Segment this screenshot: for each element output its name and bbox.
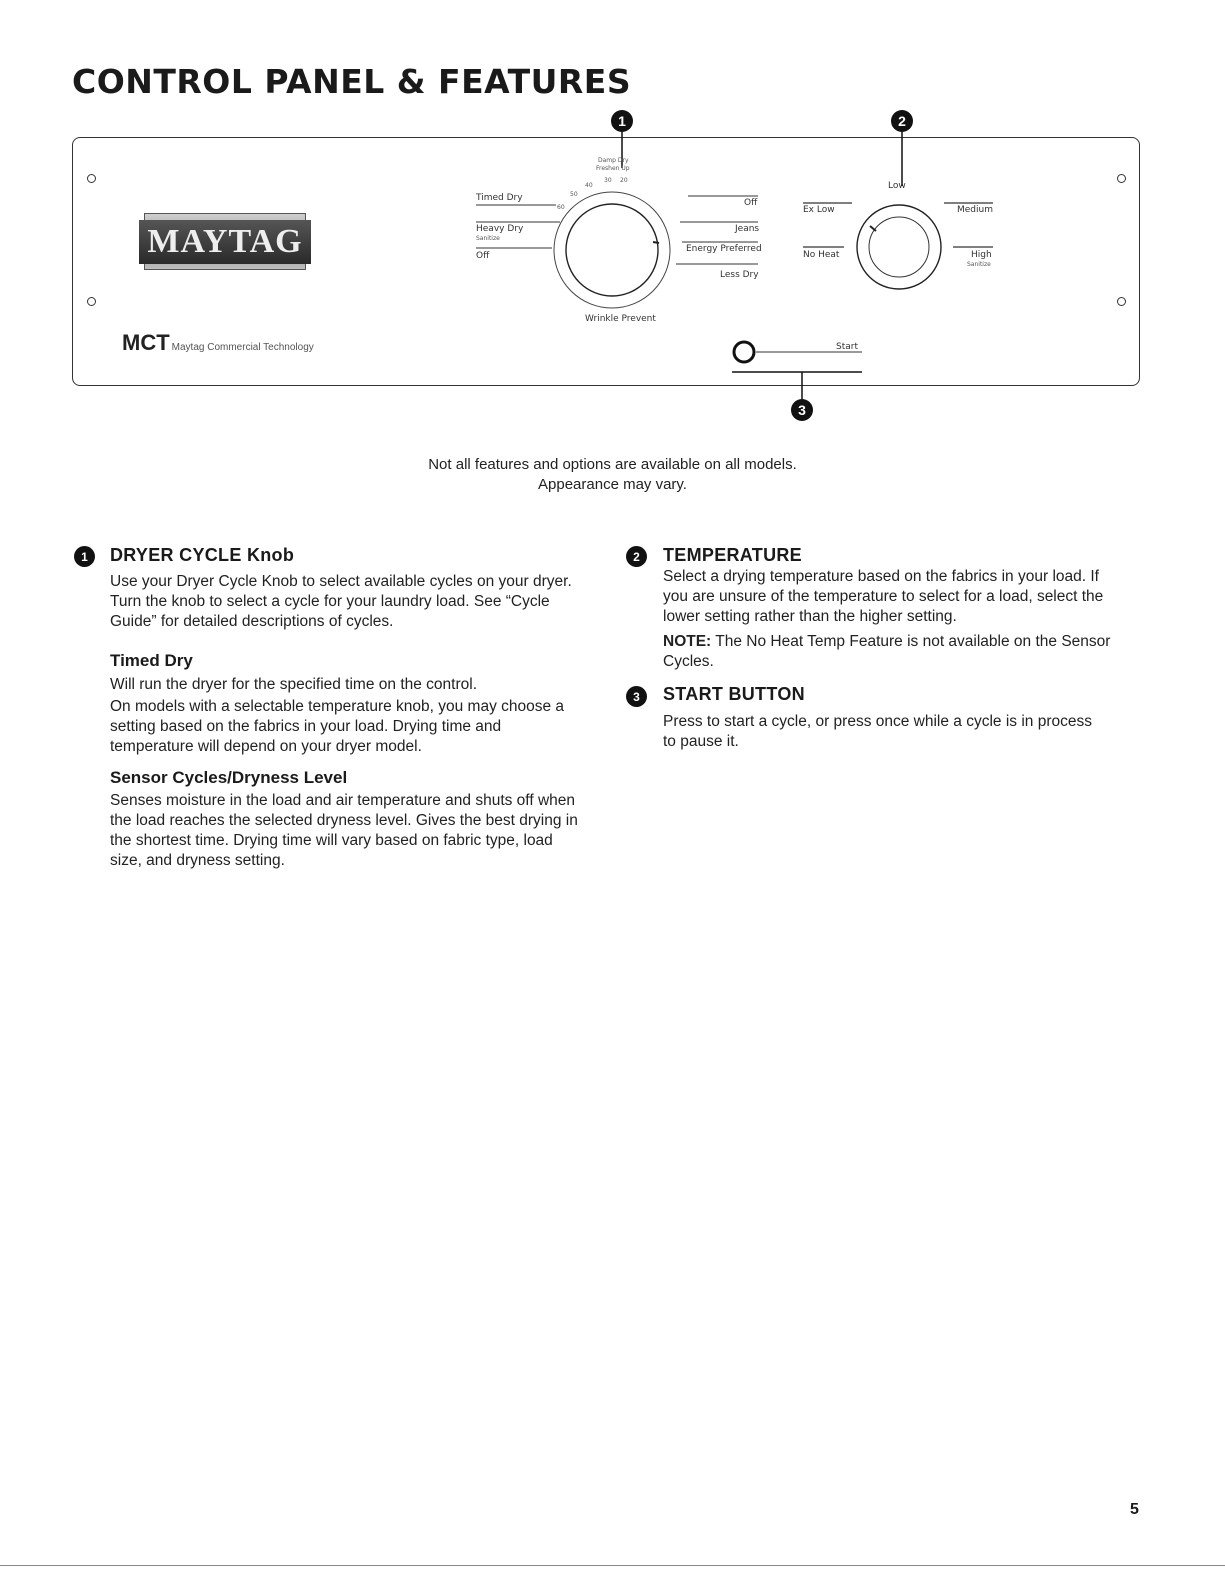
section-number-2: 2 xyxy=(626,546,647,567)
start-button-body: Press to start a cycle, or press once while a cycle is in process to pause it. xyxy=(663,713,1092,750)
temperature-knob-inner xyxy=(869,217,929,277)
timed-dry-heading: Timed Dry xyxy=(110,651,193,670)
cycle-knob-pointer xyxy=(653,242,659,243)
time-mark-30: 30 xyxy=(604,177,612,184)
dryer-cycle-body: Use your Dryer Cycle Knob to select available cycles on your dryer. Turn the knob to select a cycle for your laundry load. See “Cycle Guide” for detailed descriptions of cycles. xyxy=(110,573,572,630)
section-number-3: 3 xyxy=(626,686,647,707)
page-title: CONTROL PANEL & FEATURES xyxy=(72,62,632,101)
time-mark-50: 50 xyxy=(570,191,578,198)
cycle-label-timed-dry: Timed Dry xyxy=(476,193,523,203)
cycle-label-jeans: Jeans xyxy=(735,224,760,234)
mct-subtitle: Maytag Commercial Technology xyxy=(171,342,314,353)
start-label: Start xyxy=(836,342,858,352)
temp-label-ex-low: Ex Low xyxy=(803,205,835,215)
temperature-note xyxy=(663,632,1113,672)
page-number: 5 xyxy=(1130,1501,1139,1518)
temperature-knob xyxy=(857,205,941,289)
cycle-label-off-right: Off xyxy=(744,198,758,208)
cycle-label-heavy-dry: Heavy Dry xyxy=(476,224,524,234)
dryer-cycle-knob xyxy=(566,204,658,296)
temp-label-sanitize: Sanitize xyxy=(967,261,991,268)
cycle-label-freshen-up: Freshen Up xyxy=(596,165,630,172)
callout-2: 2 xyxy=(891,110,913,132)
note-body: The No Heat Temp Feature is not available on the Sensor Cycles. xyxy=(663,633,1111,670)
time-mark-20: 20 xyxy=(620,177,628,184)
dryer-cycle-knob-ring xyxy=(554,192,670,308)
note-label: NOTE: xyxy=(663,633,712,650)
cycle-label-wrinkle-prevent: Wrinkle Prevent xyxy=(585,314,656,324)
callout-3: 3 xyxy=(791,399,813,421)
section-number-1: 1 xyxy=(74,546,95,567)
sensor-cycles-heading: Sensor Cycles/Dryness Level xyxy=(110,768,348,787)
temp-label-high: High xyxy=(971,250,992,260)
sensor-cycles-body: Senses moisture in the load and air temperature and shuts off when the load reaches the selected dryness level. Gives the best drying in the shortest time. Drying time will vary based on fabric type, load size, and dryness setting. xyxy=(110,792,578,869)
temp-label-medium: Medium xyxy=(957,205,993,215)
cycle-label-damp-dry: Damp Dry xyxy=(598,157,629,164)
cycle-label-off-left: Off xyxy=(476,251,490,261)
temperature-body: Select a drying temperature based on the fabrics in your load. If you are unsure of the temperature to select for a load, select the lower setting rather than the higher setting. xyxy=(663,568,1104,625)
timed-dry-paragraph-2: On models with a selectable temperature knob, you may choose a setting based on the fabrics in your load. Drying time and temperature will depend on your dryer model. xyxy=(110,698,565,755)
start-button-heading: START BUTTON xyxy=(663,684,805,704)
start-button-illustration xyxy=(734,342,754,362)
temperature-heading: TEMPERATURE xyxy=(663,545,802,565)
panel-linework xyxy=(0,0,1225,430)
temp-label-no-heat: No Heat xyxy=(803,250,840,260)
cycle-label-less-dry: Less Dry xyxy=(720,270,759,280)
time-mark-40: 40 xyxy=(585,182,593,189)
dryer-cycle-heading: DRYER CYCLE Knob xyxy=(110,545,295,565)
cycle-label-energy-preferred: Energy Preferred xyxy=(686,244,762,254)
time-mark-60: 60 xyxy=(557,204,565,211)
availability-note: Not all features and options are available on all models. xyxy=(428,456,797,473)
mct-text: MCT xyxy=(122,330,170,355)
temp-label-low: Low xyxy=(888,181,906,191)
logo-text: MAYTAG xyxy=(139,220,310,264)
cycle-label-sanitize: Sanitize xyxy=(476,235,500,242)
timed-dry-paragraph-1: Will run the dryer for the specified time on the control. xyxy=(110,676,477,693)
appearance-note: Appearance may vary. xyxy=(538,476,687,493)
callout-1: 1 xyxy=(611,110,633,132)
bottom-rule xyxy=(0,1565,1225,1566)
